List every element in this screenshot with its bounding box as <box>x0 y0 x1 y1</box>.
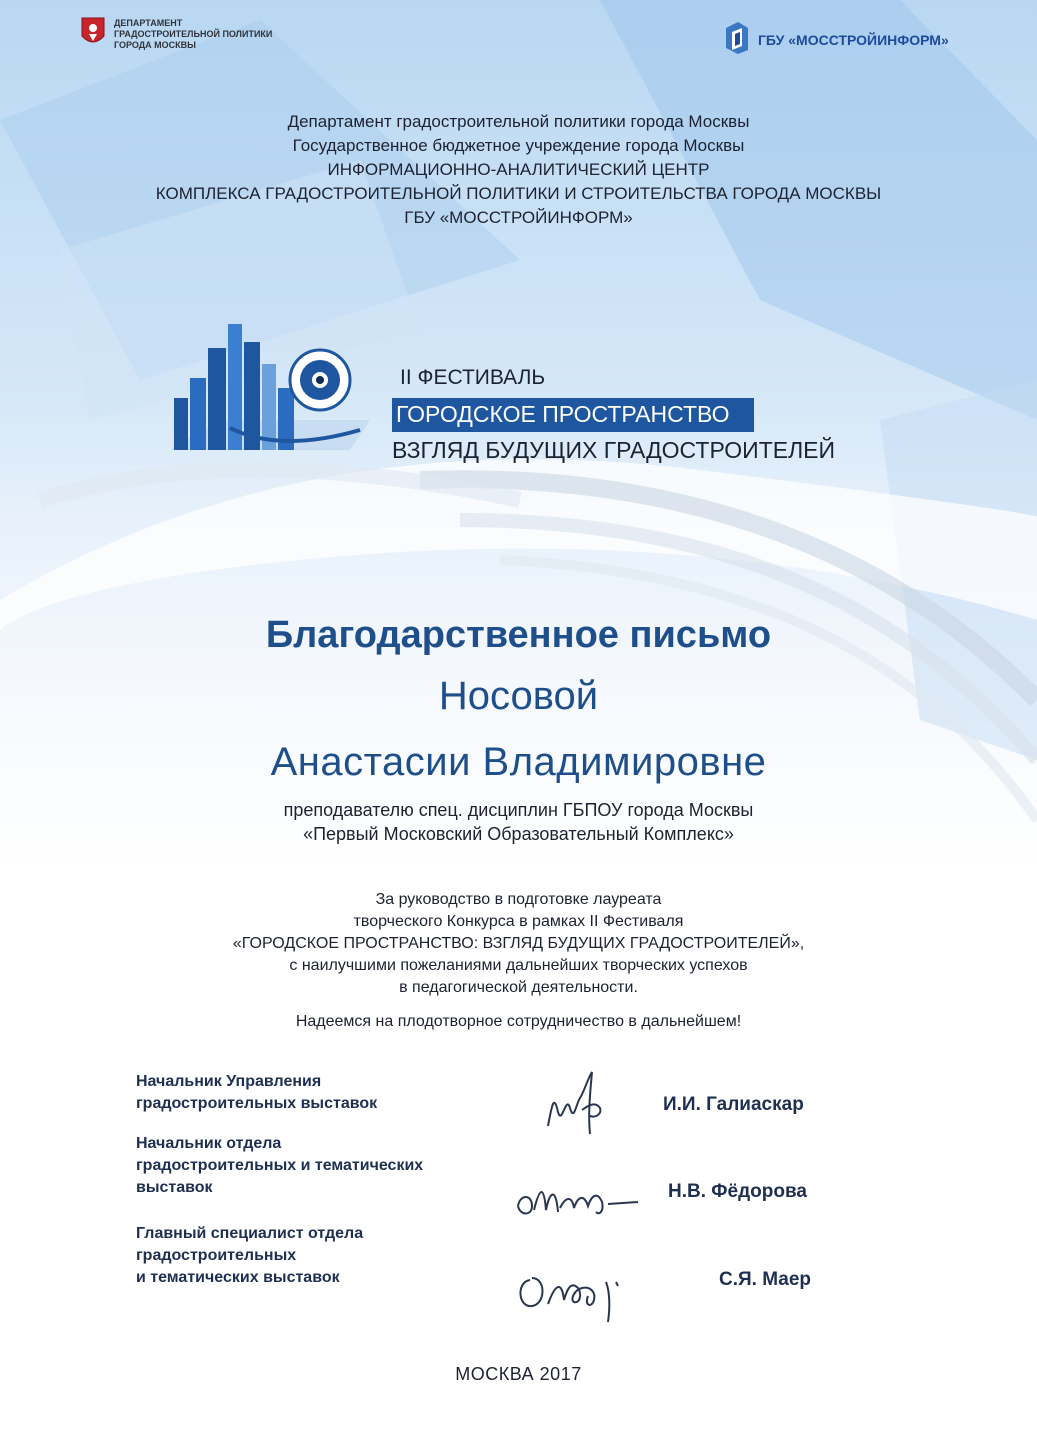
issuing-organizations <box>0 110 1037 230</box>
signatory-name: С.Я. Маер <box>719 1269 812 1290</box>
signature-handwritten <box>530 1064 660 1144</box>
award-reason <box>0 889 1037 999</box>
reason-line: За руководство в подготовке лауреата <box>375 891 662 908</box>
org-line: Государственное бюджетное учреждение города Москвы <box>292 136 745 155</box>
department-logo-text: ДЕПАРТАМЕНТ ГРАДОСТРОИТЕЛЬНОЙ ПОЛИТИКИ ГОРОДА МОСКВЫ <box>114 18 273 50</box>
festival-banner-text: ГОРОДСКОЕ ПРОСТРАНСТВО <box>396 401 730 427</box>
reason-line: «ГОРОДСКОЕ ПРОСТРАНСТВО: ВЗГЛЯД БУДУЩИХ ГРАДОСТРОИТЕЛЕЙ», <box>232 935 805 952</box>
signatory-name: И.И. Галиаскар <box>663 1094 804 1115</box>
closing-wish: Надеемся на плодотворное сотрудничество в дальнейшем! <box>295 1013 742 1030</box>
reason-line: в педагогической деятельности. <box>399 979 638 996</box>
position-line: «Первый Московский Образовательный Комплекс» <box>303 824 734 844</box>
signatory-role: Главный специалист отдела градостроительных и тематических выставок <box>136 1225 364 1286</box>
org-line: КОМПЛЕКСА ГРАДОСТРОИТЕЛЬНОЙ ПОЛИТИКИ И СТРОИТЕЛЬСТВА ГОРОДА МОСКВЫ <box>155 184 882 203</box>
org-line: ГБУ «МОССТРОЙИНФОРМ» <box>404 208 633 227</box>
recipient-position <box>0 798 1037 846</box>
gbu-logo-text: ГБУ «МОССТРОЙИНФОРМ» <box>758 32 949 48</box>
signature-handwritten <box>510 1166 640 1246</box>
gbu-logo <box>722 20 972 60</box>
signatory-role: Начальник отдела градостроительных и тематических выставок <box>136 1135 424 1196</box>
org-line: Департамент градостроительной политики города Москвы <box>287 112 750 131</box>
moscow-coat-of-arms-icon <box>80 16 106 48</box>
position-line: преподавателю спец. дисциплин ГБПОУ города Москвы <box>283 800 754 820</box>
letter-title: Благодарственное письмо <box>265 614 772 656</box>
org-line: ИНФОРМАЦИОННО-АНАЛИТИЧЕСКИЙ ЦЕНТР <box>327 160 710 179</box>
signatory-name: Н.В. Фёдорова <box>668 1181 807 1202</box>
city-and-year: МОСКВА 2017 <box>455 1364 582 1384</box>
reason-line: творческого Конкурса в рамках II Фестиваля <box>353 913 684 930</box>
recipient-surname: Носовой <box>438 674 599 718</box>
signature-handwritten <box>512 1252 642 1332</box>
department-logo <box>80 16 300 56</box>
festival-title: II ФЕСТИВАЛЬ <box>400 366 546 389</box>
recipient-name: Анастасии Владимировне <box>270 740 767 784</box>
festival-subtitle: ВЗГЛЯД БУДУЩИХ ГРАДОСТРОИТЕЛЕЙ <box>392 437 836 463</box>
festival-city-logo-icon <box>170 318 370 458</box>
reason-line: с наилучшими пожеланиями дальнейших творческих успехов <box>289 957 748 974</box>
signatory-role: Начальник Управления градостроительных выставок <box>136 1073 378 1112</box>
mosstroyinform-logo-icon <box>722 20 752 56</box>
